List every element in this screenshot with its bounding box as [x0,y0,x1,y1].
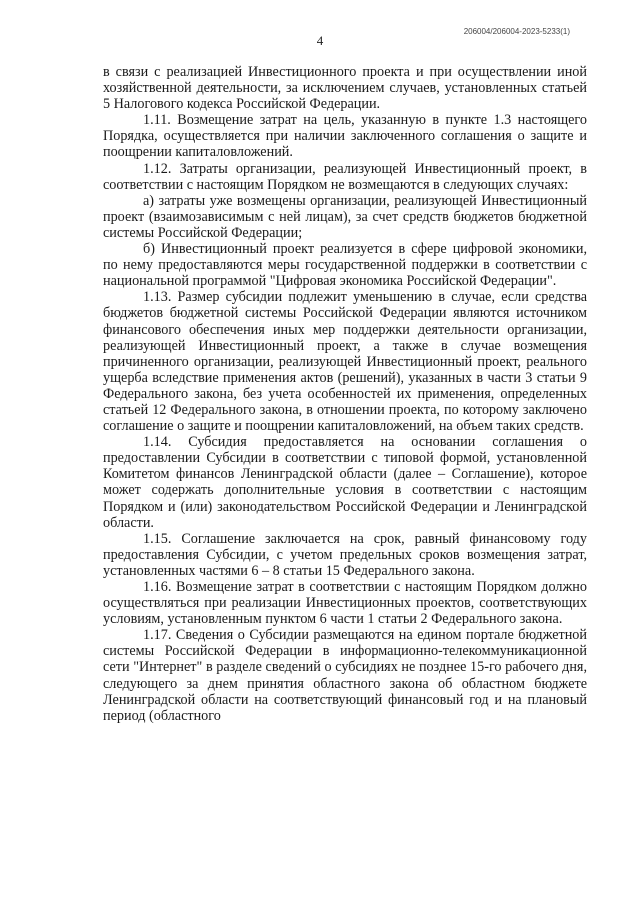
paragraph-1-12: 1.12. Затраты организации, реализующей Инвестиционный проект, в соответствии с настоящим Порядком не возмещаются в следующих случаях: [103,160,587,193]
document-id: 206004/206004-2023-5233(1) [463,27,570,36]
paragraph-continuation: в связи с реализацией Инвестиционного проекта и при осуществлении иной хозяйственной деятельности, за исключением случаев, установленных статьей 5 Налогового кодекса Российской Федерации. [103,64,587,113]
paragraph-1-11: 1.11. Возмещение затрат на цель, указанную в пункте 1.3 настоящего Порядка, осуществляется при наличии заключенного соглашения о защите и поощрении капиталовложений. [103,112,587,161]
page-number: 4 [316,33,324,48]
paragraph-1-17: 1.17. Сведения о Субсидии размещаются на едином портале бюджетной системы Российской Федерации в информационно-телекоммуникационной сети "Интернет" в разделе сведений о субсидиях не позднее 15-го рабочего дня, следующего за днем принятия областного закона об областном бюджете Ленинградской области на соответствующий финансовый год и на плановый период (областного [103,627,587,724]
paragraph-1-15: 1.15. Соглашение заключается на срок, равный финансовому году предоставления Субсидии, с учетом предельных сроков возмещения затрат, установленных частями 6 – 8 статьи 15 Федерального закона. [103,530,587,579]
paragraph-1-14: 1.14. Субсидия предоставляется на основании соглашения о предоставлении Субсидии в соответствии с типовой формой, установленной Комитетом финансов Ленинградской области (далее – Соглашение), которое может содержать дополнительные условия в соответствии с настоящим Порядком и (или) законодательством Российской Федерации и Ленинградской области. [103,434,587,531]
paragraph-1-13: 1.13. Размер субсидии подлежит уменьшению в случае, если средства бюджетов бюджетной системы Российской Федерации являются источником финансового обеспечения иных мер поддержки деятельности организации, реализующей Инвестиционный проект, а также в случае возмещения причиненного организации, реализующей Инвестиционный проект, реального ущерба вследствие применения актов (решений), указанных в части 3 статьи 9 Федерального закона, без учета особенностей их применения, определенных статьей 12 Федерального закона, в отношении проекта, по которому заключено соглашение о защите и поощрении капиталовложений, на объем таких средств. [103,289,587,435]
paragraph-1-16: 1.16. Возмещение затрат в соответствии с настоящим Порядком должно осуществляться при реализации Инвестиционных проектов, соответствующих условиям, установленным пунктом 6 части 1 статьи 2 Федерального закона. [103,579,587,628]
paragraph-1-12-b: б) Инвестиционный проект реализуется в сфере цифровой экономики, по нему предоставляются меры государственной поддержки в соответствии с национальной программой "Цифровая экономика Российской Федерации". [103,241,587,290]
document-body [103,64,587,724]
paragraph-1-12-a: а) затраты уже возмещены организации, реализующей Инвестиционный проект (взаимозависимым с ней лицам), за счет средств бюджетов бюджетной системы Российской Федерации; [103,192,587,241]
